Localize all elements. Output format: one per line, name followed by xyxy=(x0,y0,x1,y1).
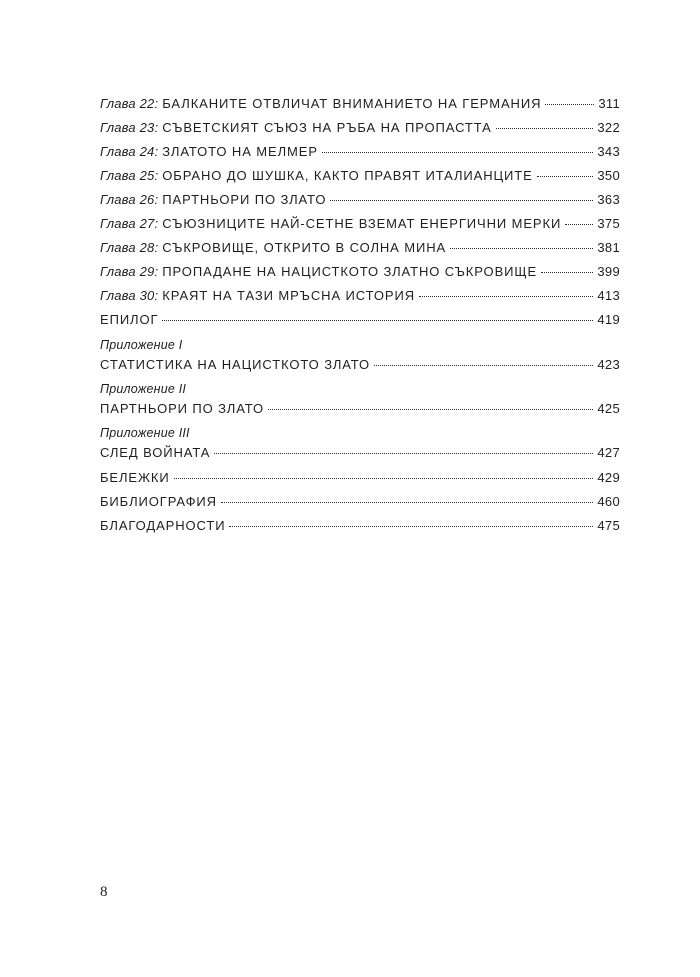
chapter-number: Глава 24: xyxy=(100,144,159,159)
page-number: 322 xyxy=(597,120,620,135)
dot-leader xyxy=(174,478,594,479)
chapter-number: Глава 29: xyxy=(100,264,159,279)
toc-entry-appendix-3[interactable] xyxy=(100,442,620,464)
dot-leader xyxy=(214,453,593,454)
chapter-title: СЪКРОВИЩЕ, ОТКРИТО В СОЛНА МИНА xyxy=(162,240,447,255)
entry-title: СЛЕД ВОЙНАТА xyxy=(100,445,211,460)
toc-entry-appendix-2[interactable] xyxy=(100,398,620,420)
dot-leader xyxy=(541,272,593,273)
toc-appendix-2[interactable] xyxy=(100,380,620,420)
dot-leader xyxy=(450,248,593,249)
table-of-contents xyxy=(100,92,620,538)
page-number: 343 xyxy=(597,144,620,159)
page-number: 381 xyxy=(597,240,620,255)
dot-leader xyxy=(419,296,593,297)
dot-leader xyxy=(221,502,594,503)
entry-title: ПАРТНЬОРИ ПО ЗЛАТО xyxy=(100,401,265,416)
toc-entry-chapter-27[interactable] xyxy=(100,212,620,236)
chapter-title: ОБРАНО ДО ШУШКА, КАКТО ПРАВЯТ ИТАЛИАНЦИТЕ xyxy=(162,168,533,183)
chapter-number: Глава 27: xyxy=(100,216,159,231)
page-number: 427 xyxy=(597,445,620,460)
toc-entry-chapter-26[interactable] xyxy=(100,188,620,212)
toc-appendix-1[interactable] xyxy=(100,336,620,376)
toc-entry-chapter-28[interactable] xyxy=(100,236,620,260)
dot-leader xyxy=(537,176,594,177)
dot-leader xyxy=(545,104,594,105)
chapter-number: Глава 28: xyxy=(100,240,159,255)
toc-entry-appendix-1[interactable] xyxy=(100,354,620,376)
appendix-label: Приложение I xyxy=(100,338,183,352)
page-number: 460 xyxy=(597,494,620,509)
entry-title: БИБЛИОГРАФИЯ xyxy=(100,494,217,509)
entry-title: БЛАГОДАРНОСТИ xyxy=(100,518,226,533)
toc-entry-chapter-25[interactable] xyxy=(100,164,620,188)
chapter-number: Глава 26: xyxy=(100,192,159,207)
toc-entry-chapter-23[interactable] xyxy=(100,116,620,140)
dot-leader xyxy=(322,152,594,153)
page-folio: 8 xyxy=(100,884,108,900)
toc-entry-chapter-30[interactable] xyxy=(100,284,620,308)
toc-entry-chapter-24[interactable] xyxy=(100,140,620,164)
chapter-title: СЪВЕТСКИЯТ СЪЮЗ НА РЪБА НА ПРОПАСТТА xyxy=(162,120,492,135)
toc-entry-notes[interactable] xyxy=(100,466,620,490)
page-number: 423 xyxy=(597,357,620,372)
dot-leader xyxy=(496,128,594,129)
dot-leader xyxy=(268,409,593,410)
chapter-number: Глава 23: xyxy=(100,120,159,135)
page-number: 350 xyxy=(597,168,620,183)
entry-title: СТАТИСТИКА НА НАЦИСТКОТО ЗЛАТО xyxy=(100,357,371,372)
dot-leader xyxy=(330,200,593,201)
dot-leader xyxy=(565,224,593,225)
dot-leader xyxy=(229,526,593,527)
chapter-number: Глава 22: xyxy=(100,96,159,111)
toc-entry-acknowledgements[interactable] xyxy=(100,514,620,538)
page-number: 419 xyxy=(597,312,620,327)
chapter-title: ПРОПАДАНЕ НА НАЦИСТКОТО ЗЛАТНО СЪКРОВИЩЕ xyxy=(162,264,538,279)
toc-entry-bibliography[interactable] xyxy=(100,490,620,514)
chapter-title: СЪЮЗНИЦИТЕ НАЙ-СЕТНЕ ВЗЕМАТ ЕНЕРГИЧНИ МЕРКИ xyxy=(162,216,562,231)
appendix-label: Приложение II xyxy=(100,382,187,396)
toc-appendix-3[interactable] xyxy=(100,424,620,464)
appendix-label: Приложение III xyxy=(100,426,190,440)
page-number: 375 xyxy=(597,216,620,231)
chapter-title: ЗЛАТОТО НА МЕЛМЕР xyxy=(162,144,318,159)
toc-entry-chapter-22[interactable] xyxy=(100,92,620,116)
chapter-title: ПАРТНЬОРИ ПО ЗЛАТО xyxy=(162,192,327,207)
page-number: 475 xyxy=(597,518,620,533)
chapter-number: Глава 25: xyxy=(100,168,159,183)
page-number: 399 xyxy=(597,264,620,279)
dot-leader xyxy=(374,365,593,366)
chapter-title: БАЛКАНИТЕ ОТВЛИЧАТ ВНИМАНИЕТО НА ГЕРМАНИЯ xyxy=(162,96,542,111)
entry-title: ЕПИЛОГ xyxy=(100,312,159,327)
entry-title: БЕЛЕЖКИ xyxy=(100,470,170,485)
toc-entry-chapter-29[interactable] xyxy=(100,260,620,284)
page-number: 363 xyxy=(597,192,620,207)
chapter-number: Глава 30: xyxy=(100,288,159,303)
page-number: 311 xyxy=(598,96,620,111)
dot-leader xyxy=(162,320,593,321)
page-number: 413 xyxy=(597,288,620,303)
chapter-title: КРАЯТ НА ТАЗИ МРЪСНА ИСТОРИЯ xyxy=(162,288,416,303)
toc-entry-epilogue[interactable] xyxy=(100,308,620,332)
page-number: 425 xyxy=(597,401,620,416)
page-number: 429 xyxy=(597,470,620,485)
